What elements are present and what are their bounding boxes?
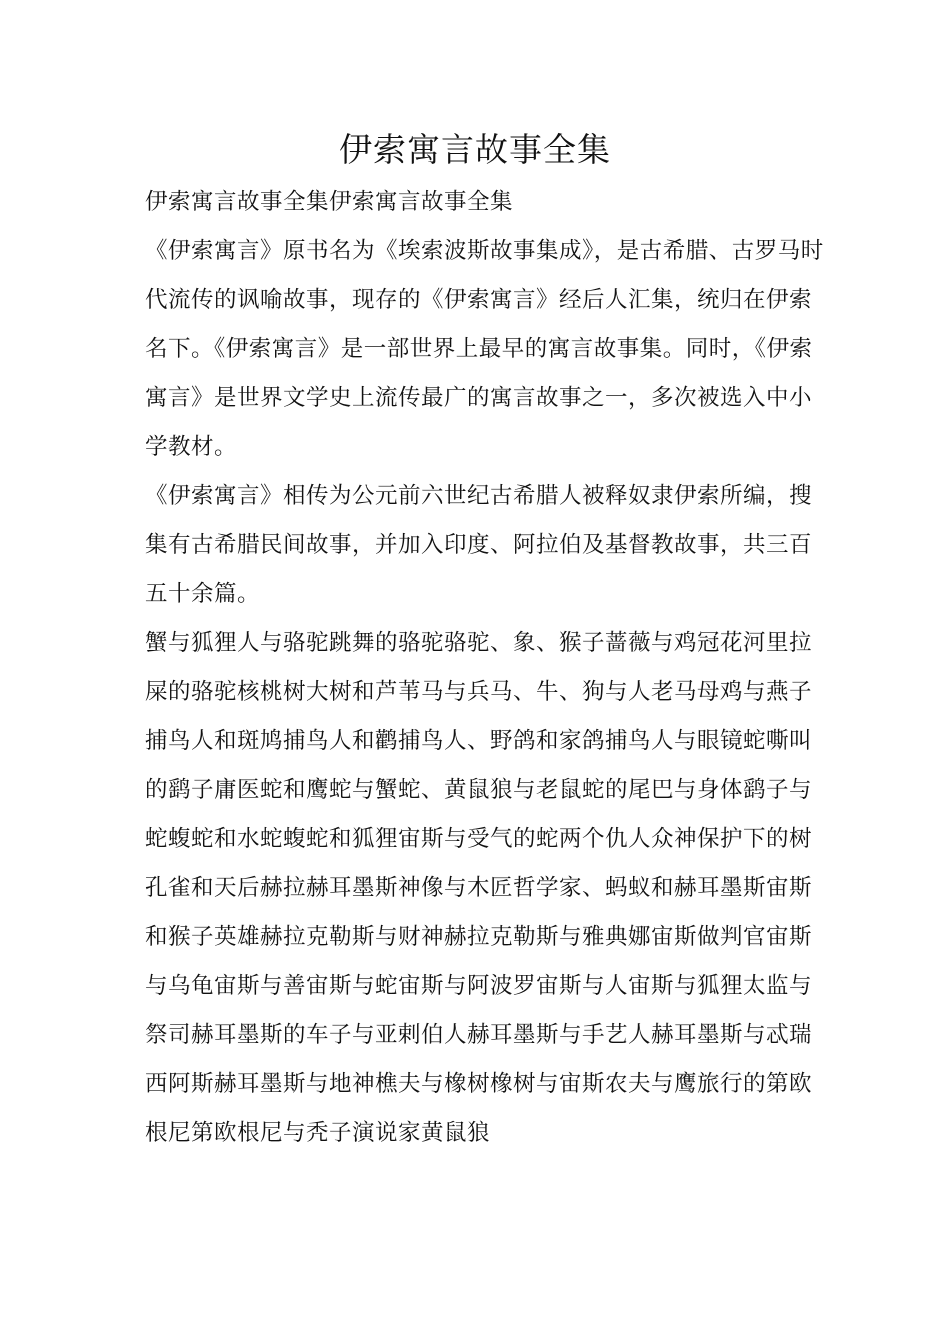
subtitle-line: 伊索寓言故事全集伊索寓言故事全集	[145, 189, 514, 215]
story-list-paragraph: 蟹与狐狸人与骆驼跳舞的骆驼骆驼、象、猴子蔷薇与鸡冠花河里拉屎的骆驼核桃树大树和芦苇马与兵马、牛、狗与人老马母鸡与燕子捕鸟人和斑鸠捕鸟人和鹳捕鸟人、野鸽和家鸽捕鸟人与眼镜蛇嘶叫的鹞子庸医蛇和鹰蛇与蟹蛇、黄鼠狼与老鼠蛇的尾巴与身体鹞子与蛇蝮蛇和水蛇蝮蛇和狐狸宙斯与受气的蛇两个仇人众神保护下的树孔雀和天后赫拉赫耳墨斯神像与木匠哲学家、蚂蚁和赫耳墨斯宙斯和猴子英雄赫拉克勒斯与财神赫拉克勒斯与雅典娜宙斯做判官宙斯与乌龟宙斯与善宙斯与蛇宙斯与阿波罗宙斯与人宙斯与狐狸太监与祭司赫耳墨斯的车子与亚剌伯人赫耳墨斯与手艺人赫耳墨斯与忒瑞西阿斯赫耳墨斯与地神樵夫与橡树橡树与宙斯农夫与鹰旅行的第欧根尼第欧根尼与秃子演说家黄鼠狼	[145, 630, 813, 1146]
document-body	[145, 178, 825, 1158]
intro-paragraph: 《伊索寓言》原书名为《埃索波斯故事集成》，是古希腊、古罗马时代流传的讽喻故事，现存的《伊索寓言》经后人汇集，统归在伊索名下。《伊索寓言》是一部世界上最早的寓言故事集。同时，《伊索寓言》是世界文学史上流传最广的寓言故事之一，多次被选入中小学教材。	[145, 238, 824, 460]
origin-paragraph: 《伊索寓言》相传为公元前六世纪古希腊人被释奴隶伊索所编，搜集有古希腊民间故事，并加入印度、阿拉伯及基督教故事，共三百五十余篇。	[145, 483, 813, 607]
page-title: 伊索寓言故事全集	[339, 130, 611, 169]
